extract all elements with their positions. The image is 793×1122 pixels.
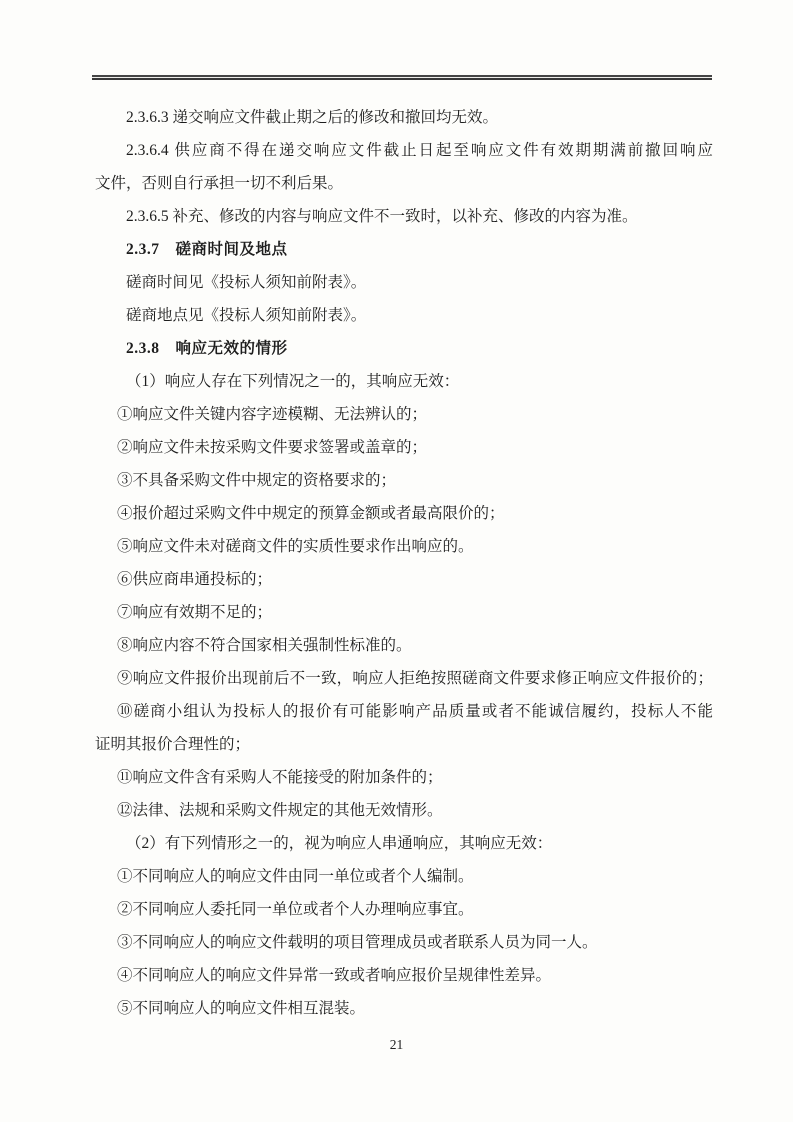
document-line: ⑫法律、法规和采购文件规定的其他无效情形。	[117, 802, 443, 819]
document-line: ④报价超过采购文件中规定的预算金额或者最高限价的；	[117, 505, 505, 522]
document-line: 2.3.6.3 递交响应文件截止期之后的修改和撤回均无效。	[126, 109, 499, 126]
document-line: 2.3.6.5 补充、修改的内容与响应文件不一致时，以补充、修改的内容为准。	[126, 208, 638, 225]
document-line: ④不同响应人的响应文件异常一致或者响应报价呈规律性差异。	[117, 967, 552, 984]
document-line: ⑤响应文件未对磋商文件的实质性要求作出响应的。	[117, 538, 474, 555]
document-line: ①不同响应人的响应文件由同一单位或者个人编制。	[117, 868, 474, 885]
document-line: 2.3.7 磋商时间及地点	[126, 241, 288, 258]
page-number: 21	[389, 1037, 404, 1052]
document-line: ⑤不同响应人的响应文件相互混装。	[117, 1000, 366, 1017]
document-line: （2）有下列情形之一的，视为响应人串通响应，其响应无效：	[126, 835, 553, 852]
document-line: ⑦响应有效期不足的；	[117, 604, 273, 621]
document-line: ③不具备采购文件中规定的资格要求的；	[117, 472, 397, 489]
document-line: 2.3.6.4 供应商不得在递交响应文件截止日起至响应文件有效期期满前撤回响应	[126, 142, 713, 159]
document-line: 磋商地点见《投标人须知前附表》。	[126, 307, 367, 324]
page-footer	[0, 1035, 793, 1055]
document-line: 文件，否则自行承担一切不利后果。	[95, 175, 344, 192]
document-line: ⑩磋商小组认为投标人的报价有可能影响产品质量或者不能诚信履约，投标人不能	[117, 703, 713, 720]
document-line: 证明其报价合理性的；	[95, 736, 251, 753]
document-line: ⑨响应文件报价出现前后不一致，响应人拒绝按照磋商文件要求修正响应文件报价的；	[117, 670, 713, 687]
document-body	[95, 101, 713, 1025]
document-line: ⑪响应文件含有采购人不能接受的附加条件的；	[117, 769, 443, 786]
header-divider-rule	[92, 75, 712, 80]
document-line: ②响应文件未按采购文件要求签署或盖章的；	[117, 439, 428, 456]
document-line: ⑥供应商串通投标的；	[117, 571, 273, 588]
document-line: ①响应文件关键内容字迹模糊、无法辨认的；	[117, 406, 428, 423]
document-line: （1）响应人存在下列情况之一的，其响应无效：	[126, 373, 460, 390]
document-line: ⑧响应内容不符合国家相关强制性标准的。	[117, 637, 412, 654]
document-line: 磋商时间见《投标人须知前附表》。	[126, 274, 367, 291]
document-line: 2.3.8 响应无效的情形	[126, 340, 288, 357]
document-line: ②不同响应人委托同一单位或者个人办理响应事宜。	[117, 901, 474, 918]
document-line: ③不同响应人的响应文件载明的项目管理成员或者联系人员为同一人。	[117, 934, 598, 951]
